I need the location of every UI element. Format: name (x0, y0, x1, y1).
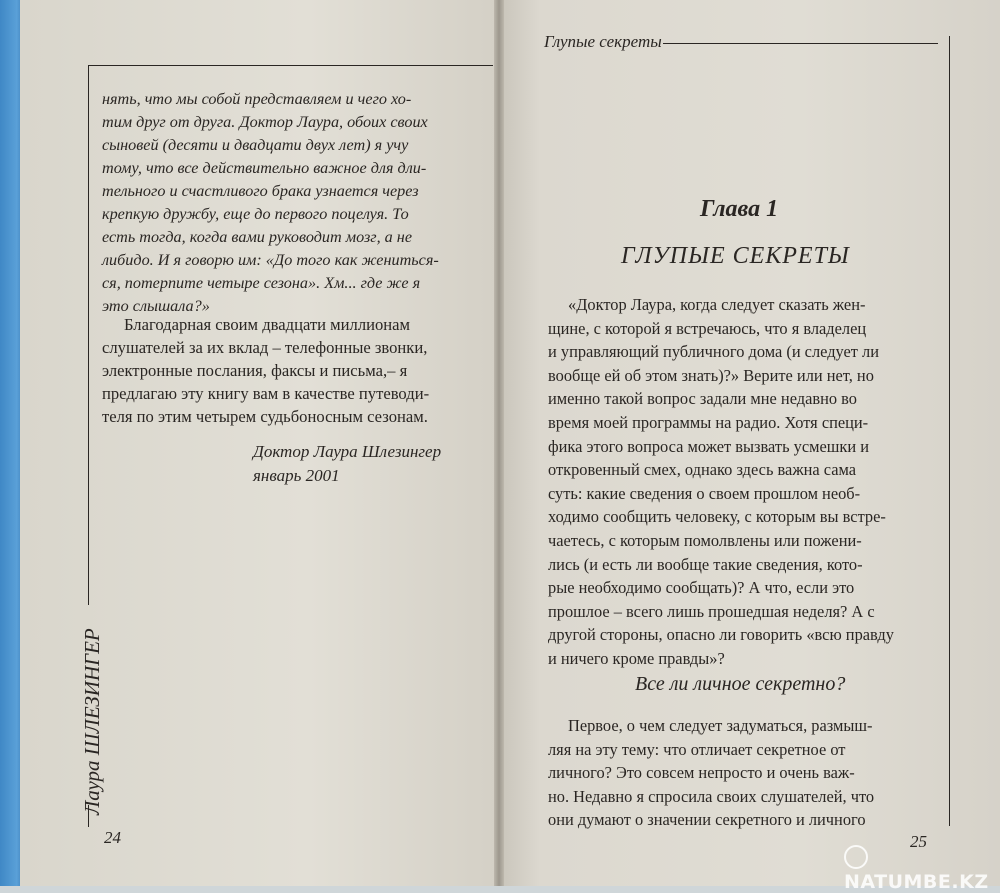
text-line: но. Недавно я спросила своих слушателей, что (548, 786, 875, 806)
text-line: рые необходимо сообщать)? А что, если это (548, 578, 855, 598)
frame-line-top (663, 43, 938, 44)
text-line: нять, что мы собой представляем и чего хо- (102, 90, 412, 108)
text-line: суть: какие сведения о своем прошлом необ- (548, 483, 861, 503)
text-line: Первое, о чем следует задуматься, размыш- (568, 716, 873, 735)
right-paragraph-2 (548, 714, 938, 832)
text-line: предлагаю эту книгу вам в качестве путеводи- (102, 384, 430, 403)
text-line: прошлое – всего лишь прошедшая неделя? А с (548, 601, 875, 621)
text-line: и ничего кроме правды»? (548, 648, 725, 668)
vertical-author-name: Лаура ШЛЕЗИНГЕР (80, 628, 104, 815)
frame-line-right (949, 36, 950, 826)
text-line: фика этого вопроса может вызвать усмешки и (548, 436, 869, 456)
left-regular-paragraph (102, 313, 468, 428)
text-line: сыновей (десяти и двадцати двух лет) я учу (102, 136, 409, 154)
text-line: лись (и есть ли вообще такие сведения, кото- (548, 554, 863, 574)
text-line: ляя на эту тему: что отличает секретное от (548, 739, 846, 759)
chapter-title: ГЛУПЫЕ СЕКРЕТЫ (621, 243, 850, 269)
section-subheading: Все ли личное секретно? (635, 673, 846, 695)
text-line: тим друг от друга. Доктор Лаура, обоих своих (102, 113, 428, 131)
text-line: тельного и счастливого брака узнается через (102, 182, 419, 200)
text-line: либидо. И я говорю им: «До того как жениться- (102, 251, 439, 269)
left-page (20, 0, 500, 886)
text-line: ходимо сообщить человеку, с которым вы встре- (548, 507, 886, 527)
frame-line-top (88, 65, 493, 66)
signature-date: январь 2001 (253, 466, 340, 485)
right-page (500, 0, 1000, 886)
text-line: ся, потерпите четыре сезона». Хм... где же я (102, 274, 421, 292)
text-line: слушателей за их вклад – телефонные звонки, (102, 338, 428, 357)
text-line: есть тогда, когда вами руководит мозг, а не (102, 228, 413, 246)
text-line: личного? Это совсем непросто и очень важ- (548, 763, 855, 783)
watermark-logo-icon (844, 845, 868, 869)
text-line: теля по этим четырем судьбоносным сезонам. (102, 407, 428, 426)
watermark (844, 847, 1000, 893)
text-line: крепкую дружбу, еще до первого поцелуя. То (102, 205, 409, 223)
page-number-left: 24 (104, 828, 121, 847)
text-line: время моей программы на радио. Хотя специ- (548, 412, 869, 432)
text-line: «Доктор Лаура, когда следует сказать жен- (568, 295, 866, 314)
text-line: чаетесь, с которым помолвлены или пожени- (548, 530, 862, 550)
running-head: Глупые секреты (544, 32, 662, 51)
signature-name: Доктор Лаура Шлезингер (253, 442, 442, 461)
text-line: это слышала?» (102, 297, 210, 315)
text-line: вообще ей об этом знать)?» Верите или нет, но (548, 365, 874, 385)
text-line: откровенный смех, однако здесь важна сама (548, 460, 857, 480)
text-line: другой стороны, опасно ли говорить «всю правду (548, 625, 894, 645)
chapter-label: Глава 1 (700, 196, 779, 222)
text-line: щине, с которой я встречаюсь, что я владелец (548, 318, 867, 338)
text-line: Благодарная своим двадцати миллионам (124, 315, 411, 334)
watermark-text: NATUMBE.KZ (844, 871, 989, 893)
right-paragraph-1 (548, 293, 938, 671)
page-number-right: 25 (910, 832, 927, 851)
text-line: и управляющий публичного дома (и следует ли (548, 342, 880, 362)
book-gutter (494, 0, 504, 886)
left-italic-paragraph (102, 88, 468, 318)
text-line: именно такой вопрос задали мне недавно во (548, 389, 857, 409)
text-line: электронные послания, факсы и письма,– я (102, 361, 408, 380)
text-line: тому, что все действительно важное для дли- (102, 159, 427, 177)
frame-line-left (88, 65, 89, 605)
text-line: они думают о значении секретного и личного (548, 810, 866, 830)
